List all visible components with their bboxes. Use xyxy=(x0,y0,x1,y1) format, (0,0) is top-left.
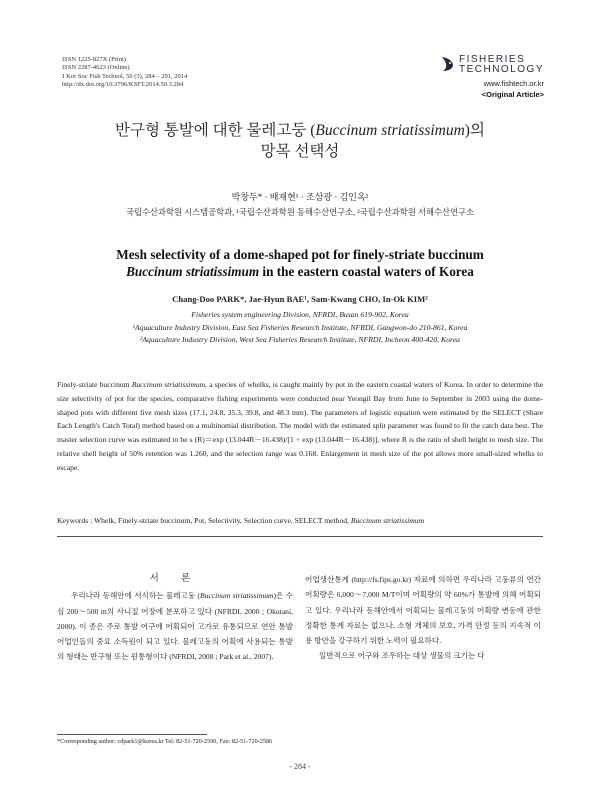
abstract-species: Buccinum striatissimum xyxy=(131,380,206,389)
doi-link[interactable]: http://dx.doi.org/10.3796/KSFT.2014.50.3.284 xyxy=(62,81,184,89)
issn-online: ISSN 2287-4623 (Online) xyxy=(62,64,130,72)
english-title-species: Buccinum striatissimum xyxy=(126,264,260,279)
korean-affiliations: 국립수산과학원 시스템공학과, ¹국립수산과학원 동해수산연구소, ²국립수산과학원 서해수산연구소 xyxy=(125,208,475,217)
abstract xyxy=(57,378,543,475)
korean-title-species: Buccinum striatissimum xyxy=(315,122,465,139)
issn-print: ISSN 1225-827X (Print) xyxy=(62,56,126,63)
keywords xyxy=(57,516,543,525)
keywords-species: Buccinum striatissimum xyxy=(350,516,425,525)
korean-title-text: 반구형 통발에 대한 물레고둥 ( xyxy=(115,122,316,139)
intro-heading: 서 론 xyxy=(149,574,201,584)
korean-title xyxy=(60,120,540,162)
intro-p1-species: Buccinum striatissimum xyxy=(199,591,274,601)
journal-url[interactable]: www.fishtech.or.kr xyxy=(483,79,544,88)
korean-title-line2: 망목 선택성 xyxy=(260,143,340,160)
keywords-text: Keywords : Whelk, Finely-striate buccinum, Pot, Selectivity, Selection curve, SELECT method, xyxy=(57,516,351,525)
section-divider xyxy=(57,536,543,537)
english-title xyxy=(60,246,540,280)
abstract-text-start: Finely-striate buccinum xyxy=(57,380,132,389)
journal-brand xyxy=(432,55,544,99)
english-title-line2: in the eastern coastal waters of Korea xyxy=(259,264,474,279)
journal-meta xyxy=(62,56,187,90)
intro-p1-start: 우리나라 동해안에 서식하는 물레고둥 ( xyxy=(71,591,200,601)
korean-authors: 박창두* · 배재현¹ · 조삼광 · 김인옥² xyxy=(231,192,369,202)
korean-title-suffix: )의 xyxy=(464,122,485,139)
intro-paragraph-2: 어업생산통계 (http://fs.fips.go.kr) 자료에 의하면 우리나라 고둥류의 연간 어획량은 6,000～7,000 M/T이며 어획량의 약 60%가 통발에 의해 어획되고 있다. 우리나라 동해안에서 어획되는 물레고둥의 어획량 변동에 관한 정확한 통계 자료는 없으나, 소형 개체의 보호, 가격 안정 등의 지속적 이용 방안을 강구하기 위한 노력이 필요하다. xyxy=(305,575,541,646)
footnote-divider xyxy=(57,734,207,735)
fish-logo-icon xyxy=(439,55,455,73)
citation: J Kor Soc Fish Technol, 50 (3), 284 – 291, 2014 xyxy=(62,72,188,80)
english-affiliations xyxy=(60,309,540,347)
intro-p1-rest: )은 수심 200～500 m의 사니질 어장에 분포하고 있다 (NFRDI, 2000 ; Okutani, 2000). 이 종은 주로 통발 어구에 어획되어 고가로 유통되므로 연안 통발 어업인들의 중요 소득원이 되고 있다. 물레고둥의 어획에 사용되는 통발의 형태는 반구형 또는 원통형이다 (NFRDI, 2008 ; Park et al., 2007). xyxy=(57,591,293,662)
affiliation-3: ²Aquaculture Industry Division, West Sea Fisheries Research Institute, NFRDI, Incheon 400-420, Korea xyxy=(140,335,460,344)
affiliation-1: Fisheries system engineering Division, NFRDI, Busan 619-902, Korea xyxy=(191,310,409,319)
intro-paragraph-3: 일반적으로 어구와 조우하는 대상 생물의 크기는 다 xyxy=(319,651,485,661)
logo-line-2: TECHNOLOGY xyxy=(458,64,544,75)
page-number: - 284 - xyxy=(289,762,311,771)
intro-paragraph-1 xyxy=(57,588,293,664)
affiliation-2: ¹Aquaculture Industry Division, East Sea Fisheries Research Institute, NFRDI, Gangwon-do 210-861, Korea xyxy=(132,322,468,332)
logo-line-1: FISHERIES xyxy=(458,54,526,65)
english-title-line1: Mesh selectivity of a dome-shaped pot for finely-striate buccinum xyxy=(116,247,484,262)
corresponding-author-footnote: *Corresponding author: cdpark1@korea.kr Tel: 82-51-720-2590, Fax: 82-51-720-2586 xyxy=(57,738,273,745)
intro-left-column xyxy=(57,572,293,665)
english-authors: Chang-Doo PARK*, Jae-Hyun BAE¹, Sam-Kwang CHO, In-Ok KIM² xyxy=(172,294,428,304)
abstract-text-rest: , a species of whelks, is caught mainly by pot in the eastern coastal waters of Korea. In order to determine the size selectivity of pot for the species, comparative fishing experiments were conducted near Yeongil Bay from June to September in 2003 using the dome-shaped pots with different five mesh sizes (17.1, 24.8, 35.3, 39.8, and 48.3 mm). The parameters of logistic equation were estimated by the SELECT (Share Each Length's Catch Total) method based on a multinomial distribution. The model with the estimated split parameter was found to fit the catch data best. The master selection curve was estimated to be s (R)＝exp (13.044R－16.438)/[1 + exp (13.044R－16.438)], where R is the ratio of shell height to mesh size. The relative shell height of 50% retention was 1.260, and the selection range was 0.168. Enlargement in mesh size of the pot allows more small-sized whelks to escape. xyxy=(57,380,543,472)
intro-right-column xyxy=(305,572,541,664)
article-type: <Original Article> xyxy=(481,90,544,99)
journal-logo xyxy=(432,55,544,75)
